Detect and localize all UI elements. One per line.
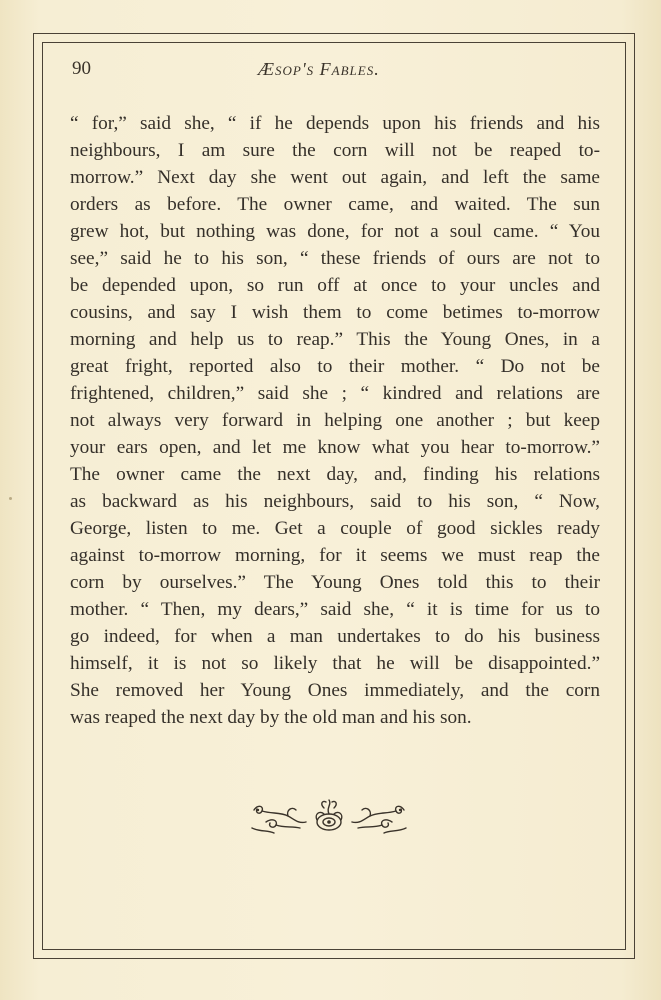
text-line: neighbours, I am sure the corn will not be reaped to- bbox=[70, 140, 600, 161]
text-line: corn by ourselves.” The Young Ones told this to their bbox=[70, 572, 600, 593]
text-line: against to-morrow morning, for it seems we must reap the bbox=[70, 545, 600, 566]
page-header bbox=[72, 58, 602, 84]
text-line: George, listen to me. Get a couple of good sickles ready bbox=[70, 518, 600, 539]
text-line: not always very forward in helping one another ; but keep bbox=[70, 410, 600, 431]
text-line: was reaped the next day by the old man and his son. bbox=[70, 707, 472, 728]
text-line: grew hot, but nothing was done, for not a soul came. “ You bbox=[70, 221, 600, 242]
text-line: see,” said he to his son, “ these friends of ours are not to bbox=[70, 248, 600, 269]
text-line: She removed her Young Ones immediately, and the corn bbox=[70, 680, 600, 701]
text-line: mother. “ Then, my dears,” said she, “ it is time for us to bbox=[70, 599, 600, 620]
text-line: himself, it is not so likely that he will be disappointed.” bbox=[70, 653, 600, 674]
text-line: go indeed, for when a man undertakes to do his business bbox=[70, 626, 600, 647]
text-line: frightened, children,” said she ; “ kindred and relations are bbox=[70, 383, 600, 404]
floral-scroll-ornament-icon bbox=[248, 798, 410, 838]
paper-speck bbox=[9, 497, 12, 500]
text-line: as backward as his neighbours, said to his son, “ Now, bbox=[70, 491, 600, 512]
fable-text bbox=[70, 110, 600, 731]
text-line: morning and help us to reap.” This the Young Ones, in a bbox=[70, 329, 600, 350]
text-line: be depended upon, so run off at once to your uncles and bbox=[70, 275, 600, 296]
text-line: great fright, reported also to their mother. “ Do not be bbox=[70, 356, 600, 377]
text-line: The owner came the next day, and, finding his relations bbox=[70, 464, 600, 485]
text-line: “ for,” said she, “ if he depends upon his friends and his bbox=[70, 113, 600, 134]
text-line: orders as before. The owner came, and waited. The sun bbox=[70, 194, 600, 215]
text-line: cousins, and say I wish them to come betimes to-morrow bbox=[70, 302, 600, 323]
page-number: 90 bbox=[72, 58, 91, 79]
text-line: morrow.” Next day she went out again, and left the same bbox=[70, 167, 600, 188]
text-line: your ears open, and let me know what you hear to-morrow.” bbox=[70, 437, 600, 458]
running-head: Æsop's Fables. bbox=[258, 59, 380, 79]
